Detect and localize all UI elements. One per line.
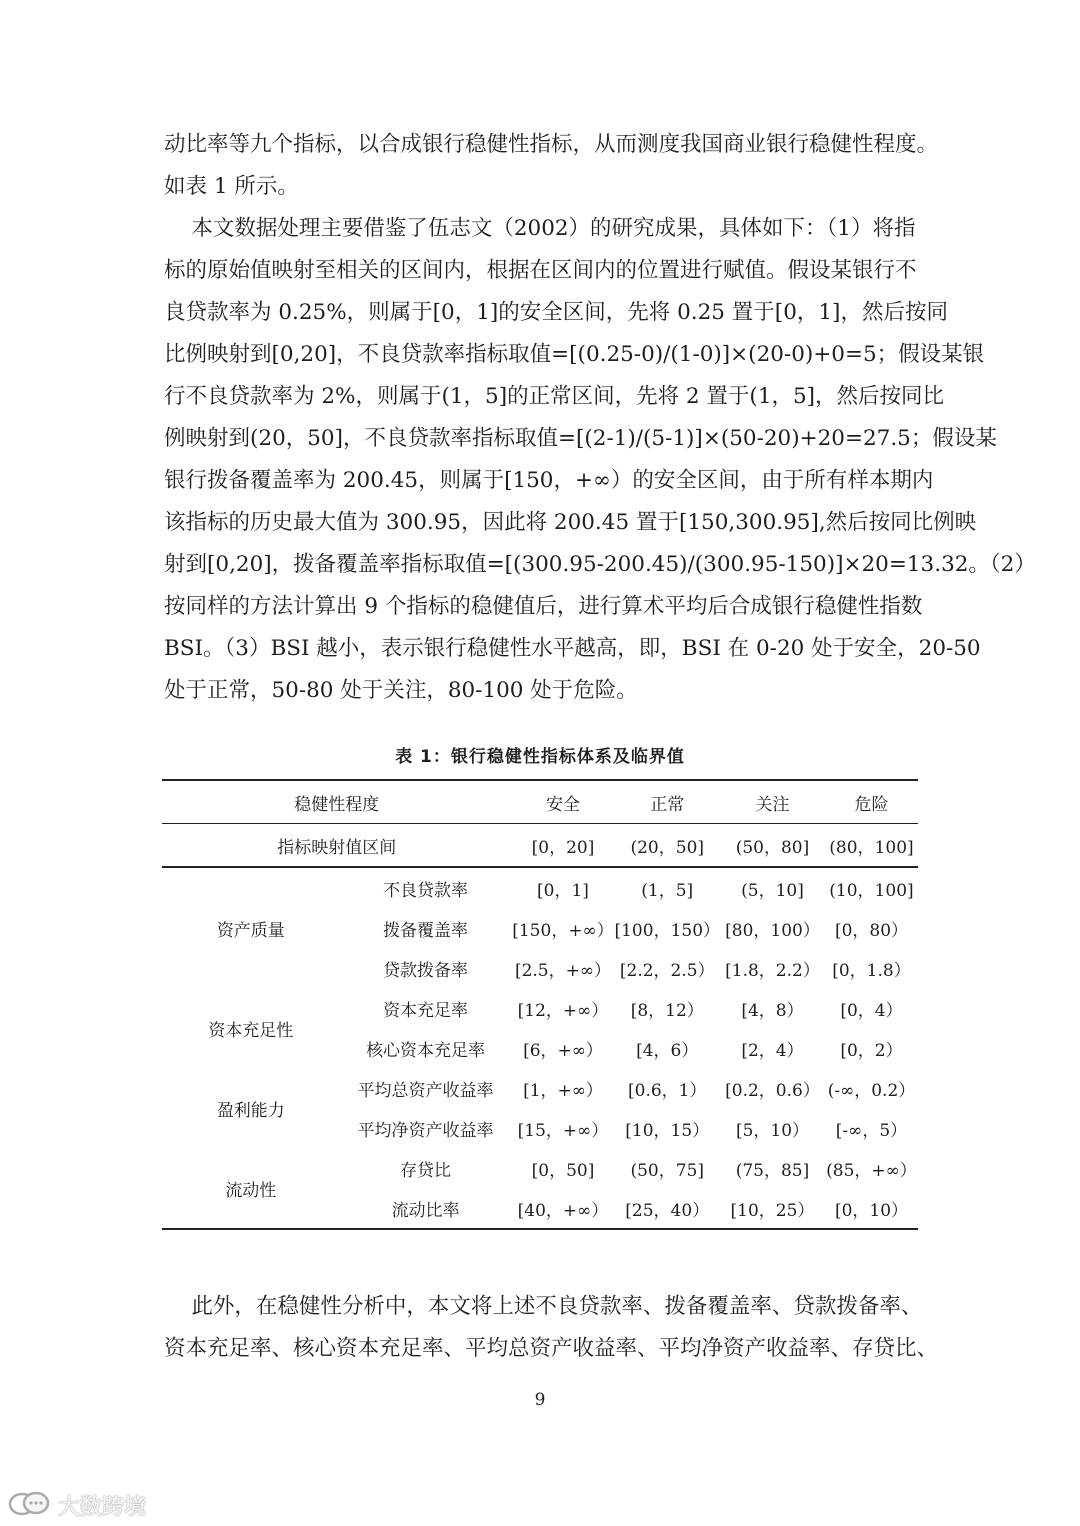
text-line: 银行拨备覆盖率为 200.45，则属于[150，+∞）的安全区间，由于所有样本期内 xyxy=(164,468,934,493)
text-line: 如表 1 所示。 xyxy=(164,174,299,199)
table-cell: [0.2，0.6） xyxy=(725,1080,820,1101)
table-cell: [4，8） xyxy=(741,1000,804,1021)
table-cell: [2.5，+∞） xyxy=(514,960,612,981)
table-cell: [5，10） xyxy=(735,1120,810,1141)
table-row xyxy=(162,1068,918,1108)
table-cell: (1，5] xyxy=(614,867,720,908)
table-cell: [0，10） xyxy=(825,1188,918,1229)
table-cell: [1.8，2.2） xyxy=(725,960,820,981)
indicator-name: 核心资本充足率 xyxy=(366,1040,486,1061)
indicator-name: 存贷比 xyxy=(400,1160,452,1181)
text-line: 资本充足率、核心资本充足率、平均总资产收益率、平均净资产收益率、存贷比、 xyxy=(164,1336,939,1361)
paragraph-method xyxy=(164,208,1036,712)
table-cell: [0，4） xyxy=(840,1000,903,1021)
table-cell: 指标映射值区间 xyxy=(162,824,512,868)
table-cell: (50，75] xyxy=(630,1160,705,1181)
text-line: BSI。（3）BSI 越小，表示银行稳健性水平越高，即，BSI 在 0-20 处于安全，20-50 xyxy=(164,636,981,661)
group-label: 资本充足性 xyxy=(208,1020,294,1041)
watermark-text: 大数跨境 xyxy=(58,1494,147,1520)
table-cell: [40，+∞） xyxy=(512,1188,615,1229)
table-cell: [150，+∞） xyxy=(512,920,614,941)
text-line: 动比率等九个指标，以合成银行稳健性指标，从而测度我国商业银行稳健性程度。 xyxy=(164,132,939,157)
text-line: 行不良贷款率为 2%，则属于(1，5]的正常区间，先将 2 置于(1，5]，然后按同比 xyxy=(164,384,945,409)
table-cell: [100，150） xyxy=(614,920,721,941)
table-cell: [0.6，1） xyxy=(628,1080,707,1101)
indicator-name: 平均净资产收益率 xyxy=(357,1120,494,1141)
table-cell: [10，15） xyxy=(625,1120,710,1141)
table-cell: [0，1.8） xyxy=(832,960,911,981)
text-line: 射到[0,20]，拨备覆盖率指标取值=[(300.95-200.45)/(300.95-150)]×20=13.32。（2） xyxy=(164,552,1036,577)
table-row xyxy=(162,1148,918,1188)
table-cell: [25，40） xyxy=(614,1188,720,1229)
text-line: 按同样的方法计算出 9 个指标的稳健值后，进行算术平均后合成银行稳健性指数 xyxy=(164,594,923,619)
table-cell: [4，6） xyxy=(636,1040,699,1061)
table-row xyxy=(162,988,918,1028)
table-cell: [0，20] xyxy=(512,824,615,868)
group-label: 资产质量 xyxy=(162,867,340,988)
indicator-table xyxy=(162,779,918,1230)
table-header-row xyxy=(162,780,918,824)
indicator-name: 拨备覆盖率 xyxy=(383,920,469,941)
indicator-name: 贷款拨备率 xyxy=(383,960,469,981)
table-cell: [80，100） xyxy=(725,920,820,941)
text-line: 本文数据处理主要借鉴了伍志文（2002）的研究成果，具体如下：（1）将指 xyxy=(164,216,916,241)
table-cell: (75，85] xyxy=(735,1160,810,1181)
table-cell: (80，100] xyxy=(825,824,918,868)
paragraph-intro xyxy=(164,124,939,208)
group-label: 流动性 xyxy=(162,1148,340,1229)
group-label: 盈利能力 xyxy=(216,1100,285,1121)
text-line: 例映射到(20，50]，不良贷款率指标取值=[(2-1)/(5-1)]×(50-20)+20=27.5；假设某 xyxy=(164,426,997,451)
text-line: 比例映射到[0,20]，不良贷款率指标取值=[(0.25-0)/(1-0)]×(20-0)+0=5；假设某银 xyxy=(164,342,985,367)
table-cell: (-∞，0.2） xyxy=(827,1080,916,1101)
table-cell: (5，10] xyxy=(720,867,825,908)
text-line: 标的原始值映射至相关的区间内，根据在区间内的位置进行赋值。假设某银行不 xyxy=(164,258,917,283)
text-line: 良贷款率为 0.25%，则属于[0，1]的安全区间，先将 0.25 置于[0，1]，然后按同 xyxy=(164,300,948,325)
header-cell: 安全 xyxy=(512,780,615,824)
table-cell: [15，+∞） xyxy=(517,1120,609,1141)
table-cell: [2.2，2.5） xyxy=(619,960,715,981)
text-line: 该指标的历史最大值为 300.95，因此将 200.45 置于[150,300.95],然后按同比例映 xyxy=(164,510,977,535)
header-cell: 正常 xyxy=(614,780,720,824)
table-cell: [0，50] xyxy=(531,1160,595,1181)
paragraph-continued xyxy=(164,1286,939,1370)
indicator-name: 不良贷款率 xyxy=(340,867,512,908)
table-cell: (10，100] xyxy=(825,867,918,908)
chat-bubble-logo-icon xyxy=(8,1491,52,1519)
page-number: 9 xyxy=(534,1390,546,1410)
table-cell: [6，+∞） xyxy=(523,1040,603,1061)
table-cell: (50，80] xyxy=(720,824,825,868)
table-cell: [8，12） xyxy=(630,1000,704,1021)
table-row xyxy=(162,824,918,868)
table-cell: [12，+∞） xyxy=(517,1000,609,1021)
indicator-name: 平均总资产收益率 xyxy=(357,1080,494,1101)
header-cell: 关注 xyxy=(720,780,825,824)
table-cell: [-∞，5） xyxy=(835,1120,908,1141)
table-cell: [1，+∞） xyxy=(523,1080,603,1101)
table-caption: 表 1：银行稳健性指标体系及临界值 xyxy=(395,747,685,767)
table-row xyxy=(162,867,918,908)
text-line: 此外，在稳健性分析中，本文将上述不良贷款率、拨备覆盖率、贷款拨备率、 xyxy=(164,1294,923,1319)
table-cell: [0，1] xyxy=(512,867,615,908)
watermark xyxy=(8,1490,146,1520)
table-cell: (85，+∞） xyxy=(826,1160,917,1181)
table-cell: [0，2） xyxy=(840,1040,903,1061)
table-cell: (20，50] xyxy=(614,824,720,868)
table-cell: [2，4） xyxy=(741,1040,804,1061)
indicator-name: 资本充足率 xyxy=(383,1000,469,1021)
header-cell: 稳健性程度 xyxy=(162,780,512,824)
header-cell: 危险 xyxy=(825,780,918,824)
indicator-name: 流动比率 xyxy=(340,1188,512,1229)
table-cell: [0，80） xyxy=(834,920,909,941)
text-line: 处于正常，50-80 处于关注，80-100 处于危险。 xyxy=(164,678,638,703)
table-cell: [10，25） xyxy=(720,1188,825,1229)
